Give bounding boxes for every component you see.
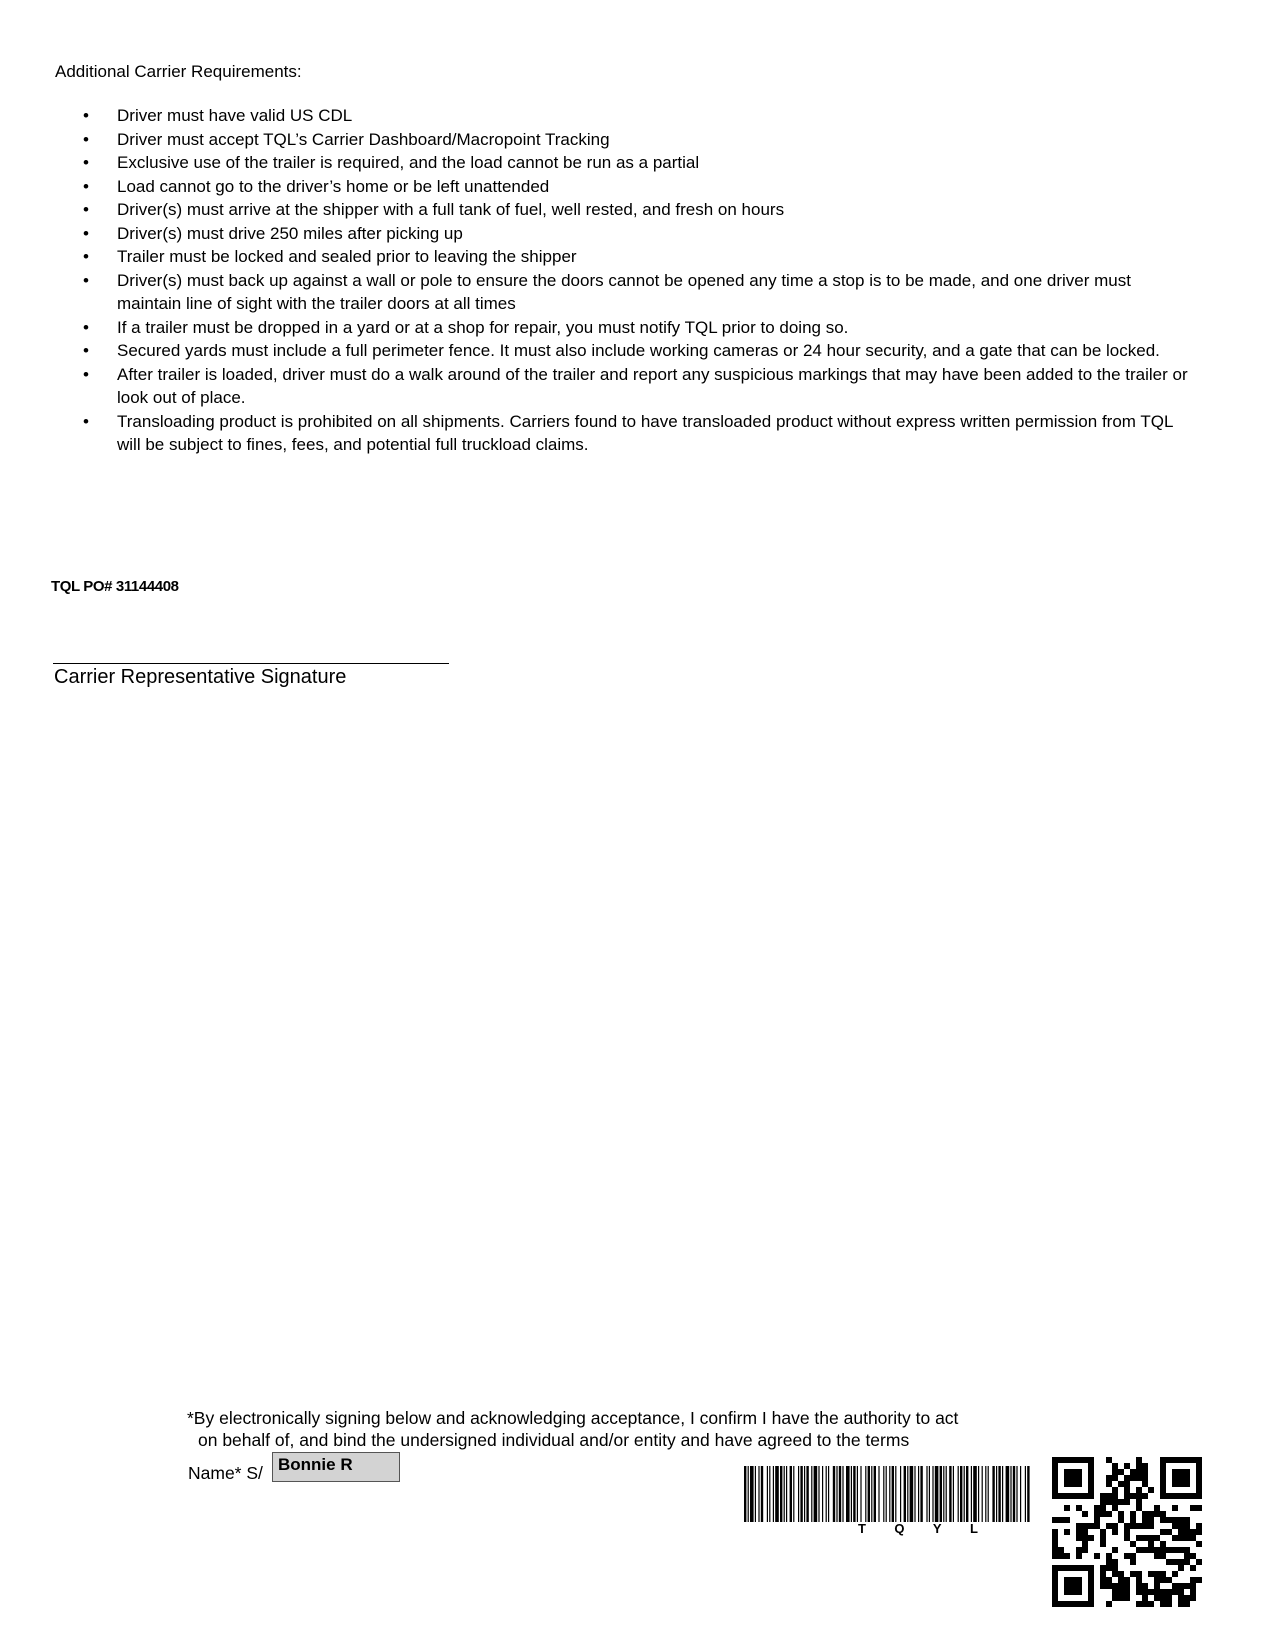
bullet: • [83, 153, 89, 172]
acknowledgment-line-2: on behalf of, and bind the undersigned individual and/or entity and have agreed to the terms [198, 1430, 910, 1450]
name-label: Name* S/ [188, 1463, 263, 1483]
barcode-icon [744, 1466, 1030, 1522]
bullet: • [83, 106, 89, 125]
bullet: • [83, 270, 89, 290]
barcode-char: L [970, 1521, 978, 1536]
requirements-heading: Additional Carrier Requirements: [55, 62, 302, 81]
list-item: • Trailer must be locked and sealed prior to leaving the shipper [117, 245, 1197, 269]
barcode-text [858, 1521, 978, 1536]
acknowledgment-text [187, 1407, 1067, 1451]
barcode-char: T [858, 1521, 866, 1536]
list-item: • Secured yards must include a full perimeter fence. It must also include working cameras or 24 hour security, and a gate that can be locked. [117, 339, 1197, 363]
bullet: • [83, 411, 89, 431]
name-field[interactable]: Bonnie R [272, 1452, 400, 1482]
bullet: • [83, 176, 89, 196]
list-item: • Transloading product is prohibited on all shipments. Carriers found to have transloaded product without express written permission from TQL will be subject to fines, fees, and potential full truckload claims. [83, 411, 1173, 454]
list-item: • Driver(s) must drive 250 miles after picking up [117, 222, 1197, 246]
po-number: TQL PO# 31144408 [51, 578, 179, 595]
requirements-list [83, 104, 1197, 457]
acknowledgment-line-1: *By electronically signing below and acknowledging acceptance, I confirm I have the authority to act [187, 1408, 959, 1428]
bullet: • [83, 223, 89, 243]
bullet: • [83, 247, 89, 266]
list-item: • Exclusive use of the trailer is required, and the load cannot be run as a partial [117, 151, 1197, 175]
list-item: • Load cannot go to the driver’s home or be left unattended [117, 175, 1197, 199]
signature-line[interactable] [53, 663, 449, 664]
list-item: • After trailer is loaded, driver must do a walk around of the trailer and report any suspicious markings that may have been added to the trailer or look out of place. [83, 364, 1188, 407]
list-item: • Driver must have valid US CDL [117, 104, 1197, 128]
barcode-char: Q [894, 1521, 905, 1536]
qr-code-icon [1052, 1457, 1202, 1607]
list-item: • Driver must accept TQL’s Carrier Dashboard/Macropoint Tracking [117, 128, 1197, 152]
bullet: • [83, 364, 89, 384]
bullet: • [83, 341, 89, 360]
list-item: • If a trailer must be dropped in a yard or at a shop for repair, you must notify TQL prior to doing so. [117, 316, 1197, 340]
list-item: • Driver(s) must back up against a wall or pole to ensure the doors cannot be opened any time a stop is to be made, and one driver must maintain line of sight with the trailer doors at all times [83, 270, 1131, 313]
signature-label: Carrier Representative Signature [54, 666, 347, 688]
bullet: • [83, 200, 89, 219]
barcode-char: Y [932, 1521, 942, 1536]
list-item: • Driver(s) must arrive at the shipper with a full tank of fuel, well rested, and fresh on hours [117, 198, 1197, 222]
bullet: • [83, 129, 89, 149]
bullet: • [83, 317, 89, 337]
